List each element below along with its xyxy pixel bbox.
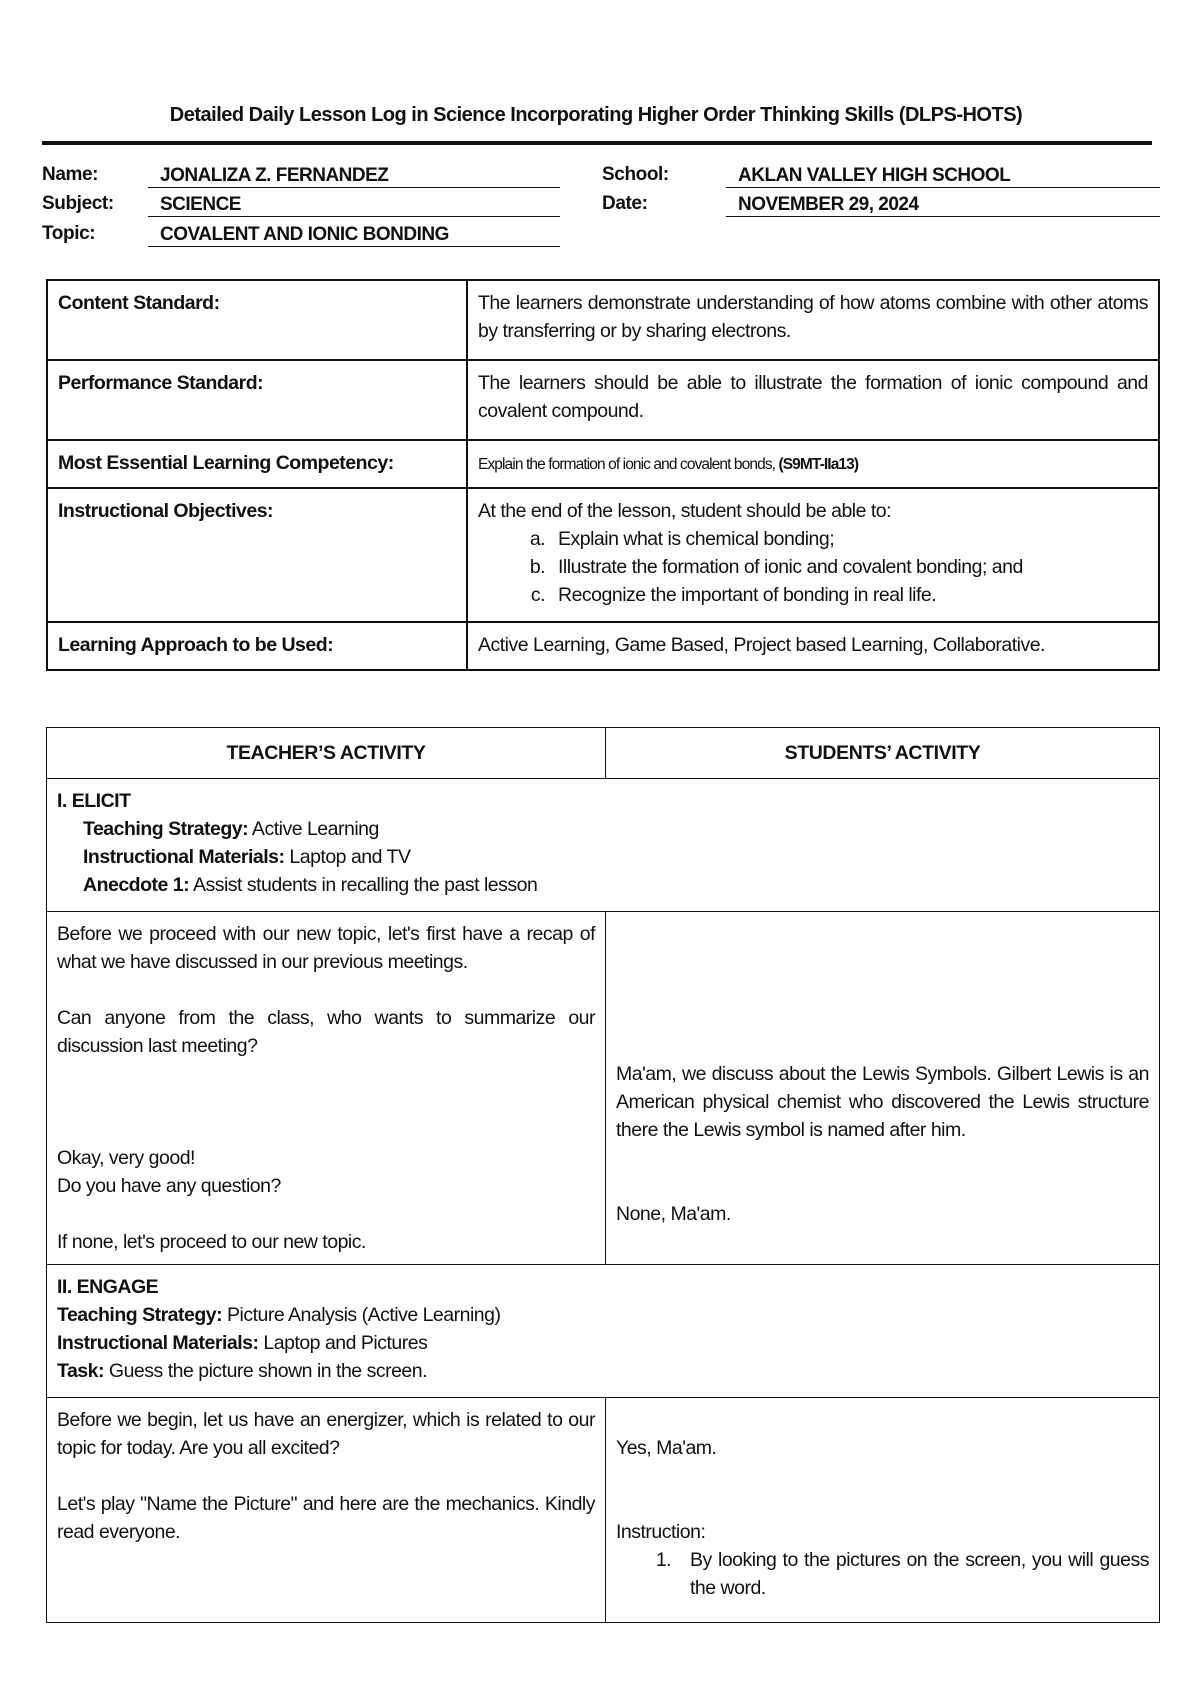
topic-value: COVALENT AND IONIC BONDING [148, 223, 560, 247]
teacher-line: Do you have any question? [57, 1175, 281, 1197]
elicit-info-row [47, 779, 1160, 912]
anecdote-value: Assist students in recalling the past lesson [189, 874, 538, 896]
engage-strategy [57, 1301, 1149, 1329]
subject-value: SCIENCE [148, 193, 560, 217]
elicit-student-cell [606, 912, 1160, 1265]
instruction-list [616, 1546, 1149, 1602]
engage-student-cell [606, 1398, 1160, 1623]
materials-value: Laptop and Pictures [258, 1332, 428, 1354]
teacher-line: Before we proceed with our new topic, let's first have a recap of what we have discussed in our previous meetings. [57, 923, 595, 973]
teacher-line: Before we begin, let us have an energizer, which is related to our topic for today. Are you all excited? [57, 1409, 595, 1459]
student-line: Instruction: [616, 1521, 706, 1543]
engage-task [57, 1357, 1149, 1385]
strategy-label: Teaching Strategy: [57, 1304, 223, 1326]
name-label: Name: [42, 164, 99, 185]
objectives-row [47, 488, 1159, 622]
activities-table [46, 727, 1160, 1623]
engage-info [47, 1265, 1160, 1398]
materials-value: Laptop and TV [284, 846, 411, 868]
objectives-label: Instructional Objectives: [47, 488, 467, 622]
melc-row [47, 440, 1159, 488]
strategy-label: Teaching Strategy: [83, 818, 249, 840]
teacher-line: Let's play "Name the Picture" and here are the mechanics. Kindly read everyone. [57, 1493, 595, 1543]
teacher-line: Okay, very good! [57, 1147, 195, 1169]
approach-label: Learning Approach to be Used: [47, 622, 467, 670]
student-activity-header: STUDENTS’ ACTIVITY [606, 728, 1160, 779]
elicit-heading: I. ELICIT [57, 790, 131, 812]
teacher-line: Can anyone from the class, who wants to summarize our discussion last meeting? [57, 1007, 595, 1057]
melc-code: (S9MT-IIa13) [778, 456, 859, 473]
performance-standard-label: Performance Standard: [47, 360, 467, 440]
student-line: Ma'am, we discuss about the Lewis Symbols. Gilbert Lewis is an American physical chemist who discovered the Lewis structure there the Lewis symbol is named after him. [616, 1063, 1149, 1141]
approach-text: Active Learning, Game Based, Project based Learning, Collaborative. [467, 622, 1159, 670]
performance-standard-row [47, 360, 1159, 440]
engage-dialogue-row [47, 1398, 1160, 1623]
teacher-line: If none, let's proceed to our new topic. [57, 1231, 366, 1253]
student-line: None, Ma'am. [616, 1203, 731, 1225]
melc-label: Most Essential Learning Competency: [47, 440, 467, 488]
student-line: Yes, Ma'am. [616, 1437, 717, 1459]
activities-header-row [47, 728, 1160, 779]
anecdote-label: Anecdote 1: [83, 874, 190, 896]
elicit-info [47, 779, 1160, 912]
title-divider [42, 141, 1152, 145]
strategy-value: Active Learning [248, 818, 379, 840]
engage-teacher-cell [47, 1398, 606, 1623]
content-standard-label: Content Standard: [47, 280, 467, 360]
approach-row [47, 622, 1159, 670]
document-title: Detailed Daily Lesson Log in Science Incorporating Higher Order Thinking Skills (DLPS-HOTS) [169, 104, 1023, 126]
elicit-anecdote [57, 871, 1149, 899]
task-value: Guess the picture shown in the screen. [104, 1360, 428, 1382]
strategy-value: Picture Analysis (Active Learning) [222, 1304, 501, 1326]
subject-label: Subject: [42, 193, 114, 214]
melc-text [467, 440, 1159, 488]
content-standard-row [47, 280, 1159, 360]
materials-label: Instructional Materials: [57, 1332, 259, 1354]
objective-item: b. Illustrate the formation of ionic and covalent bonding; and [550, 553, 1148, 581]
content-standard-text: The learners demonstrate understanding of how atoms combine with other atoms by transferring or by sharing electrons. [467, 280, 1159, 360]
engage-materials [57, 1329, 1149, 1357]
date-value: NOVEMBER 29, 2024 [726, 193, 1160, 217]
objectives-cell [467, 488, 1159, 622]
melc-value: Explain the formation of ionic and covalent bonds, [478, 456, 779, 473]
name-value: JONALIZA Z. FERNANDEZ [148, 164, 560, 188]
teacher-activity-header: TEACHER’S ACTIVITY [47, 728, 606, 779]
objectives-list [478, 525, 1148, 609]
engage-info-row [47, 1265, 1160, 1398]
school-value: AKLAN VALLEY HIGH SCHOOL [726, 164, 1160, 188]
objectives-intro: At the end of the lesson, student should be able to: [478, 500, 892, 522]
elicit-strategy [57, 815, 1149, 843]
elicit-materials [57, 843, 1149, 871]
date-label: Date: [602, 193, 648, 214]
instruction-item: 1. By looking to the pictures on the screen, you will guess the word. [676, 1546, 1149, 1602]
objective-item: a. Explain what is chemical bonding; [550, 525, 1148, 553]
performance-standard-text: The learners should be able to illustrate the formation of ionic compound and covalent compound. [467, 360, 1159, 440]
elicit-dialogue-row [47, 912, 1160, 1265]
engage-heading: II. ENGAGE [57, 1276, 159, 1298]
topic-label: Topic: [42, 223, 96, 244]
objective-item: c. Recognize the important of bonding in real life. [550, 581, 1148, 609]
materials-label: Instructional Materials: [83, 846, 285, 868]
school-label: School: [602, 164, 669, 185]
elicit-teacher-cell [47, 912, 606, 1265]
task-label: Task: [57, 1360, 104, 1382]
standards-table [46, 279, 1160, 671]
